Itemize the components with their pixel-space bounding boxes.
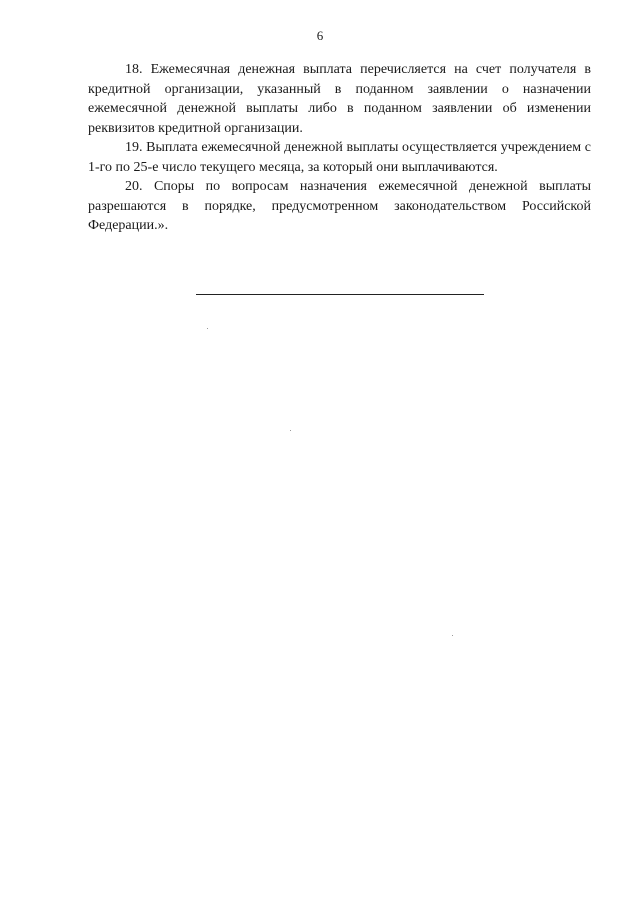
paragraph-19: 19. Выплата ежемесячной денежной выплаты осуществляется учреждением с 1-го по 25-е число текущего месяца, за который они выплачиваются.: [88, 140, 591, 175]
document-body: [88, 60, 591, 236]
page-number: 6: [316, 28, 324, 43]
scan-speck: [290, 430, 291, 431]
scan-speck: [207, 328, 208, 329]
paragraph-18: 18. Ежемесячная денежная выплата перечисляется на счет получателя в кредитной организации, указанный в поданном заявлении о назначении ежемесячной денежной выплаты либо в поданном заявлении об изменении реквизитов кредитной организации.: [88, 62, 591, 136]
end-separator-line: [196, 294, 484, 295]
paragraph-20: 20. Споры по вопросам назначения ежемесячной денежной выплаты разрешаются в порядке, предусмотренном законодательством Российской Федерации.».: [88, 179, 591, 233]
scan-speck: [452, 635, 453, 636]
